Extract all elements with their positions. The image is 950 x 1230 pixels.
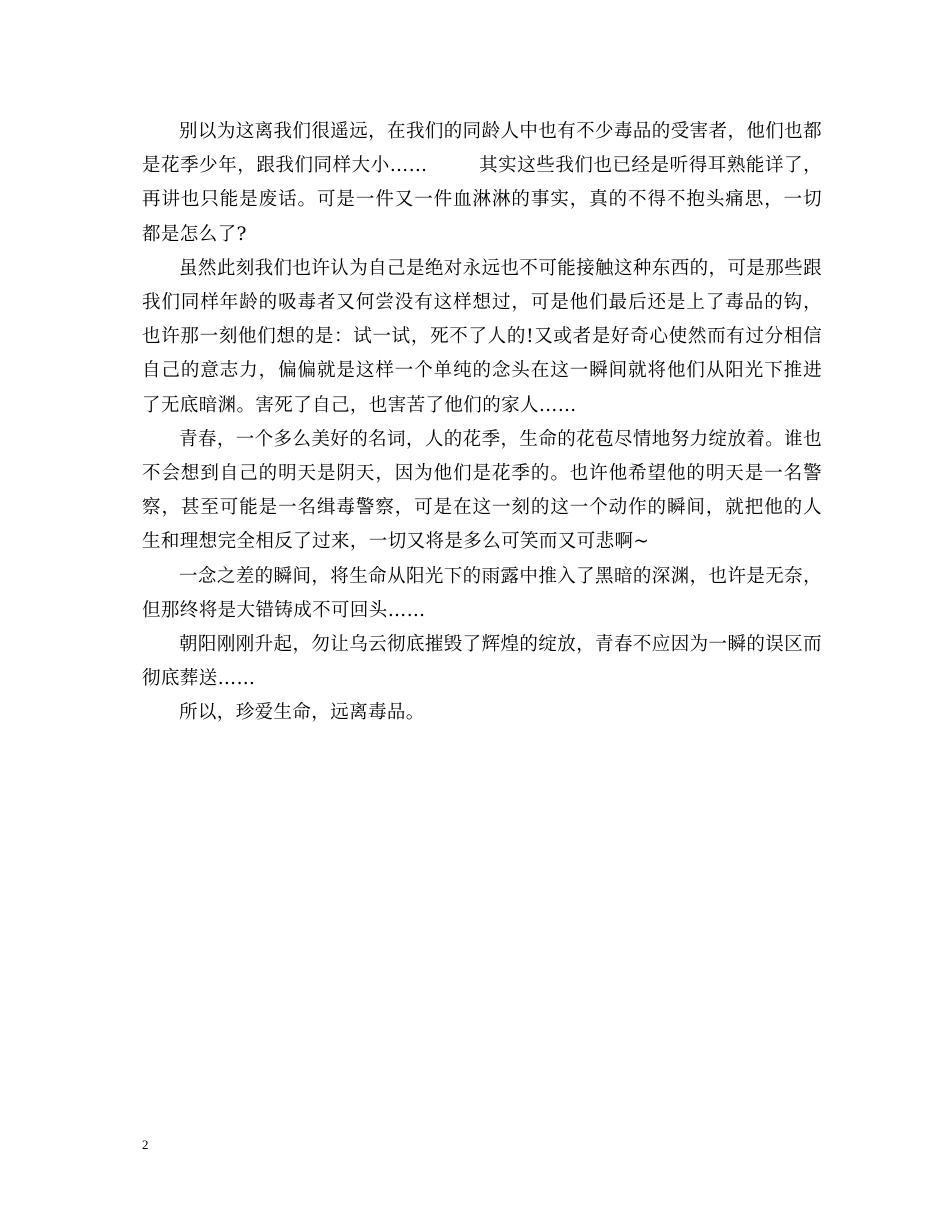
body-text: [142, 115, 822, 731]
paragraph: 朝阳刚刚升起，勿让乌云彻底摧毁了辉煌的绽放，青春不应因为一瞬的误区而彻底葬送……: [142, 634, 822, 690]
paragraph: 虽然此刻我们也许认为自己是绝对永远也不可能接触这种东西的，可是那些跟我们同样年龄的吸毒者又何尝没有这样想过，可是他们最后还是上了毒品的钩，也许那一刻他们想的是：试一试，死不了人的!又或者是好奇心使然而有过分相信自己的意志力，偏偏就是这样一个单纯的念头在这一瞬间就将他们从阳光下推进了无底暗渊。害死了自己，也害苦了他们的家人……: [142, 257, 822, 416]
paragraph: 一念之差的瞬间，将生命从阳光下的雨露中推入了黑暗的深渊，也许是无奈，但那终将是大错铸成不可回头……: [142, 565, 822, 621]
paragraph: 青春，一个多么美好的名词，人的花季，生命的花苞尽情地努力绽放着。谁也不会想到自己的明天是阴天，因为他们是花季的。也许他希望他的明天是一名警察，甚至可能是一名缉毒警察，可是在这一刻的这一个动作的瞬间，就把他的人生和理想完全相反了过来，一切又将是多么可笑而又可悲啊~: [142, 428, 822, 553]
paragraph: 所以，珍爱生命，远离毒品。: [179, 702, 425, 724]
paragraph: 别以为这离我们很遥远，在我们的同龄人中也有不少毒品的受害者，他们也都是花季少年，跟我们同样大小…… 其实这些我们也已经是听得耳熟能详了，再讲也只能是废话。可是一件又一件血淋淋的事实，真的不得不抱头痛思，一切都是怎么了?: [142, 121, 822, 245]
page-number: 2: [142, 1137, 149, 1152]
